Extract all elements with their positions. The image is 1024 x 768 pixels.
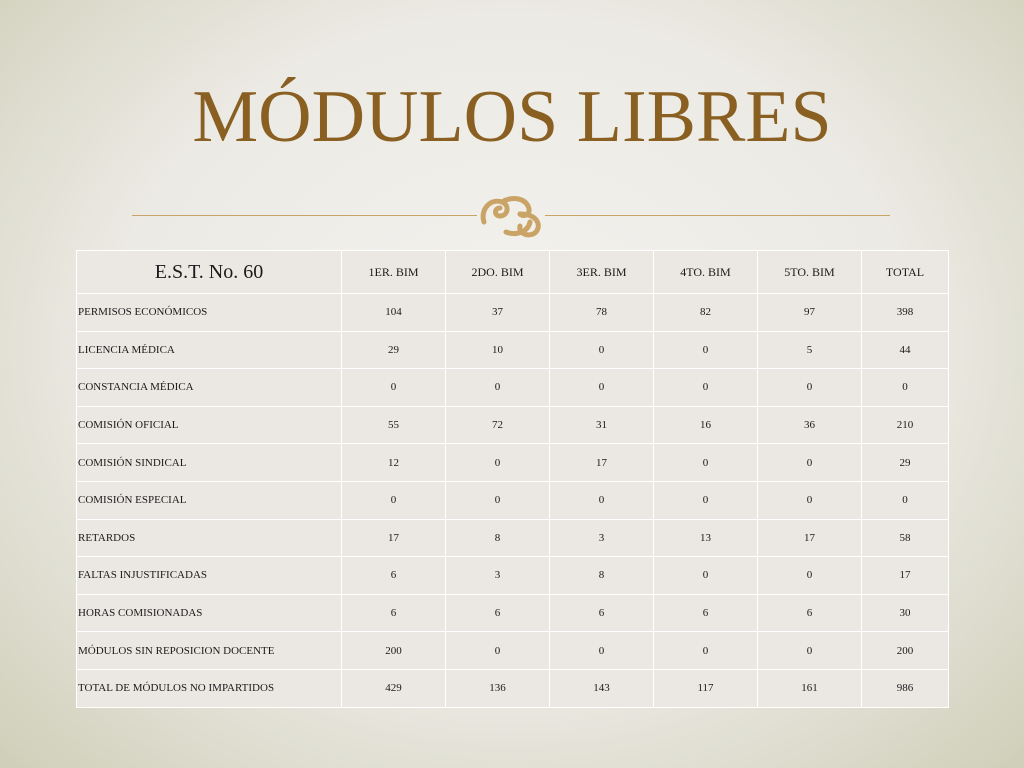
row-label: COMISIÓN OFICIAL — [77, 406, 342, 444]
slide-title: MÓDULOS LIBRES — [192, 76, 832, 158]
table-cell: 986 — [862, 669, 949, 707]
column-header: 1ER. BIM — [342, 251, 446, 294]
table-cell: 97 — [758, 294, 862, 332]
table-row — [77, 519, 949, 557]
table-cell: 6 — [654, 594, 758, 632]
table-cell: 0 — [550, 331, 654, 369]
table-row — [77, 369, 949, 407]
table-row — [77, 632, 949, 670]
table-cell: 37 — [446, 294, 550, 332]
row-label: COMISIÓN ESPECIAL — [77, 481, 342, 519]
school-header: E.S.T. No. 60 — [77, 251, 342, 294]
table-cell: 78 — [550, 294, 654, 332]
table-cell: 117 — [654, 669, 758, 707]
column-header: 4TO. BIM — [654, 251, 758, 294]
table-cell: 17 — [342, 519, 446, 557]
row-label: HORAS COMISIONADAS — [77, 594, 342, 632]
table-cell: 31 — [550, 406, 654, 444]
table-cell: 0 — [862, 481, 949, 519]
table-cell: 0 — [654, 369, 758, 407]
table-cell: 0 — [758, 369, 862, 407]
row-label: COMISIÓN SINDICAL — [77, 444, 342, 482]
table-cell: 0 — [446, 444, 550, 482]
table-cell: 0 — [550, 632, 654, 670]
table-cell: 0 — [758, 557, 862, 595]
row-label: RETARDOS — [77, 519, 342, 557]
table-cell: 36 — [758, 406, 862, 444]
table-cell: 17 — [550, 444, 654, 482]
title-divider-right — [545, 215, 890, 216]
table-row — [77, 594, 949, 632]
table-cell: 6 — [758, 594, 862, 632]
table-cell: 16 — [654, 406, 758, 444]
table-cell: 17 — [758, 519, 862, 557]
table-cell: 200 — [862, 632, 949, 670]
table-cell: 29 — [862, 444, 949, 482]
table-cell: 0 — [550, 369, 654, 407]
table-cell: 55 — [342, 406, 446, 444]
table-cell: 29 — [342, 331, 446, 369]
table-cell: 0 — [550, 481, 654, 519]
table-cell: 0 — [654, 331, 758, 369]
table-cell: 0 — [342, 481, 446, 519]
table-row — [77, 331, 949, 369]
column-header: TOTAL — [862, 251, 949, 294]
table-cell: 0 — [446, 481, 550, 519]
table-cell: 6 — [342, 557, 446, 595]
table-row — [77, 557, 949, 595]
table-cell: 0 — [758, 632, 862, 670]
table-cell: 6 — [550, 594, 654, 632]
table-cell: 3 — [446, 557, 550, 595]
table-cell: 210 — [862, 406, 949, 444]
column-header: 2DO. BIM — [446, 251, 550, 294]
table-cell: 72 — [446, 406, 550, 444]
table-cell: 3 — [550, 519, 654, 557]
table-cell: 0 — [654, 444, 758, 482]
table-header-row — [77, 251, 949, 294]
table-cell: 0 — [758, 481, 862, 519]
table-cell: 0 — [654, 632, 758, 670]
row-label: TOTAL DE MÓDULOS NO IMPARTIDOS — [77, 669, 342, 707]
table-row — [77, 481, 949, 519]
table-cell: 200 — [342, 632, 446, 670]
table-body — [77, 294, 949, 708]
table-cell: 0 — [342, 369, 446, 407]
table-cell: 0 — [446, 369, 550, 407]
row-label: CONSTANCIA MÉDICA — [77, 369, 342, 407]
table-cell: 13 — [654, 519, 758, 557]
column-header: 3ER. BIM — [550, 251, 654, 294]
table-cell: 10 — [446, 331, 550, 369]
table-cell: 82 — [654, 294, 758, 332]
row-label: MÓDULOS SIN REPOSICION DOCENTE — [77, 632, 342, 670]
modules-table — [76, 250, 949, 708]
table-cell: 8 — [446, 519, 550, 557]
table-cell: 8 — [550, 557, 654, 595]
table-cell: 6 — [446, 594, 550, 632]
table-cell: 5 — [758, 331, 862, 369]
column-header: 5TO. BIM — [758, 251, 862, 294]
table-cell: 0 — [862, 369, 949, 407]
table-cell: 0 — [446, 632, 550, 670]
table-cell: 143 — [550, 669, 654, 707]
table-cell: 0 — [654, 557, 758, 595]
table-cell: 0 — [654, 481, 758, 519]
table-row — [77, 444, 949, 482]
title-divider-left — [132, 215, 477, 216]
table-cell: 44 — [862, 331, 949, 369]
table-cell: 58 — [862, 519, 949, 557]
table-cell: 17 — [862, 557, 949, 595]
scroll-ornament-icon — [476, 192, 548, 238]
table-cell: 6 — [342, 594, 446, 632]
table-cell: 161 — [758, 669, 862, 707]
row-label: PERMISOS ECONÓMICOS — [77, 294, 342, 332]
table-cell: 12 — [342, 444, 446, 482]
table-row — [77, 669, 949, 707]
table-cell: 398 — [862, 294, 949, 332]
table-cell: 104 — [342, 294, 446, 332]
row-label: LICENCIA MÉDICA — [77, 331, 342, 369]
row-label: FALTAS INJUSTIFICADAS — [77, 557, 342, 595]
table-cell: 30 — [862, 594, 949, 632]
table-cell: 0 — [758, 444, 862, 482]
table-row — [77, 294, 949, 332]
table-cell: 429 — [342, 669, 446, 707]
table-cell: 136 — [446, 669, 550, 707]
table-row — [77, 406, 949, 444]
